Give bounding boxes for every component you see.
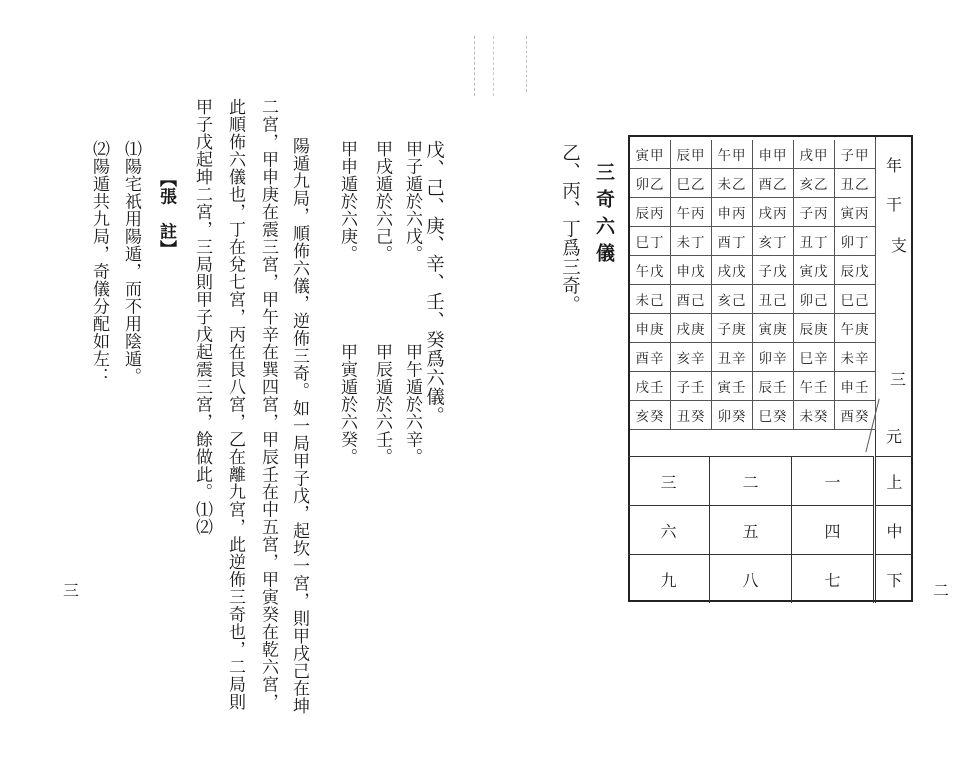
yuan-cell: 一 [792,456,874,505]
chart-head-year: 年 [886,156,903,175]
ganzhi-cell: 巳辛 [794,343,835,372]
chart-head-gan: 干 [886,195,903,214]
ganzhi-cell: 未乙 [712,169,753,198]
ganzhi-cell: 辰甲 [671,140,712,169]
ganzhi-cell: 丑癸 [671,401,712,430]
binding-gutter [474,36,494,96]
ganzhi-cell: 戌戊 [712,256,753,285]
page-number-left: 三 [63,581,80,600]
ganzhi-cell: 亥己 [712,285,753,314]
yuan-cell: 三 [628,456,710,505]
ganzhi-cell: 辰庚 [794,314,835,343]
ganzhi-cell: 辰丙 [630,198,671,227]
ganzhi-cell: 申甲 [753,140,794,169]
ganzhi-cell: 酉乙 [753,169,794,198]
yuan-cell: 五 [710,505,792,554]
ganzhi-cell: 卯丁 [835,227,876,256]
ganzhi-cell: 卯己 [794,285,835,314]
ganzhi-cell: 亥癸 [630,401,671,430]
ganzhi-cell: 午甲 [712,140,753,169]
ganzhi-cell: 巳己 [835,285,876,314]
ganzhi-cell: 申戊 [671,256,712,285]
yuan-cell: 七 [792,554,874,603]
para-line-4: 甲子戊起坤二宮，三局則甲子戊起震三宮，餘做此。⑴⑵ [192,98,212,536]
page-number-right: 二 [933,581,950,600]
ganzhi-cell: 未己 [630,285,671,314]
ganzhi-cell: 亥丁 [753,227,794,256]
ganzhi-cell: 子壬 [671,372,712,401]
para-line-2: 二宮，甲申庚在震三宮，甲午辛在巽四宮，甲辰壬在中五宮，甲寅癸在乾六宮， [258,98,278,711]
ganzhi-cell: 巳丁 [630,227,671,256]
ganzhi-cell: 酉癸 [835,401,876,430]
ganzhi-cell: 寅丙 [835,198,876,227]
section-heading: 三奇六儀 [593,162,615,270]
ganzhi-cell: 巳乙 [671,169,712,198]
ganzhi-cell: 辰壬 [753,372,794,401]
xun-line-1: 甲子遁於六戊。 [402,140,422,263]
ganzhi-cell: 丑乙 [835,169,876,198]
ganzhi-cell: 戌壬 [630,372,671,401]
ganzhi-cell: 未辛 [835,343,876,372]
para-line-1: 陽遁九局，順佈六儀，逆佈三奇。如一局甲子戊，起坎一宮，則甲戌己在坤 [289,137,309,715]
ganzhi-cell: 巳癸 [753,401,794,430]
ganzhi-cell: 午丙 [671,198,712,227]
chart-head-yuan: 元 [886,427,903,446]
ganzhi-cell: 亥乙 [794,169,835,198]
yuan-cell: 九 [628,554,710,603]
ganzhi-cell: 申庚 [630,314,671,343]
ganzhi-cell: 寅壬 [712,372,753,401]
xun-line-4: 甲午遁於六辛。 [402,343,422,466]
ganzhi-cell: 寅庚 [753,314,794,343]
ganzhi-cell: 酉己 [671,285,712,314]
xun-line-3: 甲申遁於六庚。 [337,140,357,263]
ganzhi-cell: 戌甲 [794,140,835,169]
yuan-label: 中 [875,505,913,554]
yuan-label: 上 [875,456,913,505]
ganzhi-cell: 亥辛 [671,343,712,372]
binding-gutter-shadow [526,36,537,92]
ganzhi-cell: 丑己 [753,285,794,314]
ganzhi-cell: 丑丁 [794,227,835,256]
ganzhi-cell: 子庚 [712,314,753,343]
ganzhi-cell: 寅戊 [794,256,835,285]
ganzhi-cell: 子甲 [835,140,876,169]
ganzhi-cell: 寅甲 [630,140,671,169]
ganzhi-cell: 午戊 [630,256,671,285]
yuan-cell: 六 [628,505,710,554]
ganzhi-cell: 申壬 [835,372,876,401]
note-1: ⑴陽宅祇用陽遁，而不用陰遁。 [121,140,141,385]
xun-line-2: 甲戌遁於六己。 [372,140,392,263]
ganzhi-cell: 丑辛 [712,343,753,372]
sanyuan-chart [628,135,913,602]
ganzhi-cell: 酉丁 [712,227,753,256]
text-sanqi: 乙、丙、丁爲三奇。 [559,143,581,314]
ganzhi-cell: 午壬 [794,372,835,401]
ganzhi-cell: 未丁 [671,227,712,256]
yuan-cell: 二 [710,456,792,505]
ganzhi-cell: 子戊 [753,256,794,285]
chart-head-san: 三 [890,370,907,389]
ganzhi-cell: 申丙 [712,198,753,227]
note-title: 【張 註】 [156,170,176,258]
ganzhi-cell: 子丙 [794,198,835,227]
ganzhi-cell: 卯乙 [630,169,671,198]
text-liuyi: 戊、己、庚、辛、壬、癸爲六儀。 [423,140,445,425]
chart-head-zhi: 支 [891,236,908,255]
ganzhi-cell: 酉辛 [630,343,671,372]
para-line-3: 此順佈六儀也，丁在兌七宮，丙在艮八宮，乙在離九宮，此逆佈三奇也，二局則 [225,98,245,711]
ganzhi-cell: 午庚 [835,314,876,343]
chart-header-column [875,137,914,456]
xun-line-5: 甲辰遁於六壬。 [372,343,392,466]
ganzhi-cell: 戌庚 [671,314,712,343]
ganzhi-cell: 辰戊 [835,256,876,285]
ganzhi-cell: 卯辛 [753,343,794,372]
yuan-label: 下 [875,554,913,603]
ganzhi-cell: 未癸 [794,401,835,430]
xun-line-6: 甲寅遁於六癸。 [337,343,357,466]
ganzhi-cell: 戌丙 [753,198,794,227]
yuan-cell: 八 [710,554,792,603]
yuan-cell: 四 [792,505,874,554]
ganzhi-cell: 卯癸 [712,401,753,430]
note-2: ⑵陽遁共九局，奇儀分配如左： [89,140,109,385]
